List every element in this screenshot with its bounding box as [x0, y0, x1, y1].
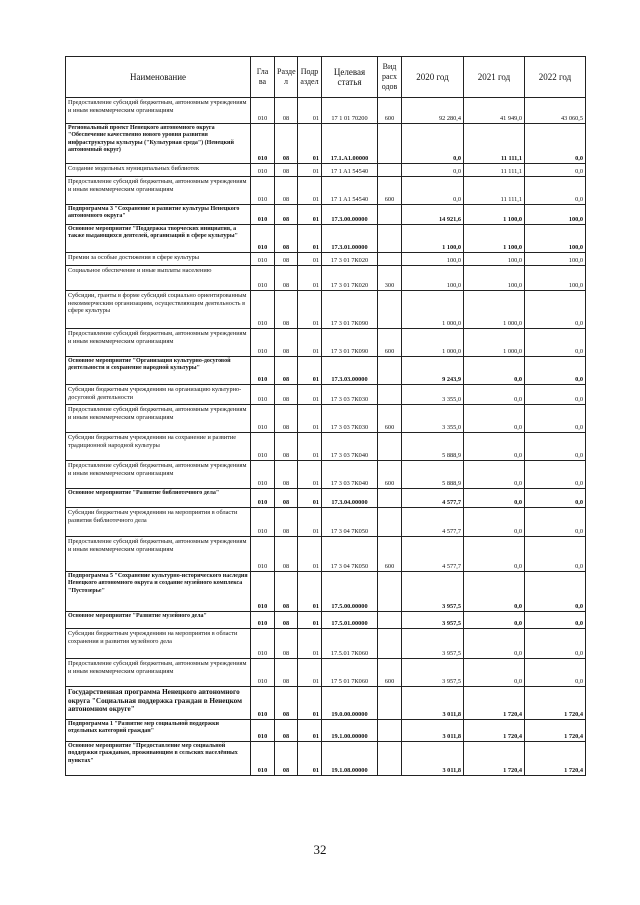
table-row: [66, 225, 586, 253]
table-cell-name: Предоставление субсидий бюджетным, автономным учреждениям и иным некоммерческим организациям: [66, 537, 251, 572]
table-cell-2021: 0,0: [464, 357, 525, 385]
table-cell-statya: 17.3.01.00000: [322, 225, 378, 253]
table-cell-2020: 9 243,9: [402, 357, 464, 385]
table-cell-podrazdel: 01: [298, 124, 322, 164]
table-cell-2021: 1 720,4: [464, 742, 525, 776]
table-cell-2020: 3 355,0: [402, 405, 464, 433]
table-cell-podrazdel: 01: [298, 742, 322, 776]
table-cell-podrazdel: 01: [298, 537, 322, 572]
table-cell-razdel: 08: [275, 433, 298, 461]
table-cell-statya: 19.0.00.00000: [322, 687, 378, 720]
table-row: [66, 742, 586, 776]
table-cell-glava: 010: [251, 720, 275, 742]
table-cell-glava: 010: [251, 124, 275, 164]
table-cell-2022: 0,0: [525, 357, 586, 385]
table-row: [66, 572, 586, 612]
table-cell-podrazdel: 01: [298, 461, 322, 489]
table-cell-2021: 1 000,0: [464, 329, 525, 357]
table-cell-glava: 010: [251, 572, 275, 612]
table-cell-2021: 0,0: [464, 433, 525, 461]
table-cell-razdel: 08: [275, 357, 298, 385]
table-cell-glava: 010: [251, 329, 275, 357]
table-row: [66, 98, 586, 124]
table-cell-glava: 010: [251, 405, 275, 433]
table-cell-2020: 14 921,6: [402, 205, 464, 225]
table-row: [66, 687, 586, 720]
table-cell-statya: 17.3.03.00000: [322, 357, 378, 385]
table-row: [66, 291, 586, 329]
table-cell-vid: [378, 629, 402, 659]
table-cell-statya: 17 3 04 7К050: [322, 508, 378, 537]
table-cell-2020: 3 957,5: [402, 659, 464, 687]
table-cell-2021: 1 720,4: [464, 687, 525, 720]
table-cell-razdel: 08: [275, 225, 298, 253]
table-cell-vid: [378, 687, 402, 720]
header-name: Наименование: [66, 57, 251, 98]
table-row: [66, 461, 586, 489]
table-cell-vid: 600: [378, 537, 402, 572]
table-cell-statya: 19.1.00.00000: [322, 720, 378, 742]
table-cell-2021: 1 720,4: [464, 720, 525, 742]
table-row: [66, 124, 586, 164]
table-cell-2022: 1 720,4: [525, 687, 586, 720]
table-cell-podrazdel: 01: [298, 659, 322, 687]
table-cell-razdel: 08: [275, 124, 298, 164]
table-cell-name: Региональный проект Ненецкого автономного округа "Обеспечение качественно нового уровня развития инфраструктуры культуры ("Культурная среда") (Ненецкий автономный округ): [66, 124, 251, 164]
header-razdel: Разде л: [275, 57, 298, 98]
header-2022: 2022 год: [525, 57, 586, 98]
table-cell-2022: 0,0: [525, 659, 586, 687]
table-cell-2022: 0,0: [525, 164, 586, 177]
budget-table: [65, 56, 586, 776]
table-cell-statya: 17 3 01 7К020: [322, 253, 378, 266]
table-cell-vid: 600: [378, 329, 402, 357]
table-cell-podrazdel: 01: [298, 329, 322, 357]
table-cell-2021: 0,0: [464, 612, 525, 629]
table-cell-2020: 1 000,0: [402, 291, 464, 329]
table-cell-2020: 5 888,9: [402, 433, 464, 461]
table-row: [66, 629, 586, 659]
table-cell-2022: 43 060,5: [525, 98, 586, 124]
table-body: [66, 98, 586, 776]
table-row: [66, 329, 586, 357]
table-cell-glava: 010: [251, 508, 275, 537]
table-cell-2021: 0,0: [464, 508, 525, 537]
header-statya: Целевая статья: [322, 57, 378, 98]
table-cell-2022: 100,0: [525, 266, 586, 291]
table-cell-2020: 3 957,5: [402, 629, 464, 659]
table-cell-name: Социальное обеспечение и иные выплаты населению: [66, 266, 251, 291]
table-cell-name: Субсидии бюджетным учреждениям на мероприятия в области развития библиотечного дела: [66, 508, 251, 537]
table-cell-vid: [378, 508, 402, 537]
table-row: [66, 659, 586, 687]
table-cell-name: Предоставление субсидий бюджетным, автономным учреждениям и иным некоммерческим организациям: [66, 177, 251, 205]
header-vid: Вид расх одов: [378, 57, 402, 98]
table-cell-razdel: 08: [275, 687, 298, 720]
table-cell-name: Предоставление субсидий бюджетным, автономным учреждениям и иным некоммерческим организациям: [66, 329, 251, 357]
table-cell-2020: 4 577,7: [402, 489, 464, 508]
table-cell-statya: 17 1 01 70200: [322, 98, 378, 124]
table-cell-name: Основное мероприятие "Развитие библиотечного дела": [66, 489, 251, 508]
table-cell-podrazdel: 01: [298, 253, 322, 266]
table-header-row: [66, 57, 586, 98]
table-cell-vid: [378, 572, 402, 612]
table-cell-name: Субсидии бюджетным учреждениям на организацию культурно-досуговой деятельности: [66, 385, 251, 405]
table-cell-podrazdel: 01: [298, 572, 322, 612]
table-cell-statya: 17 3 01 7К090: [322, 291, 378, 329]
table-cell-glava: 010: [251, 687, 275, 720]
header-podrazdel: Подр аздел: [298, 57, 322, 98]
header-glava: Гла ва: [251, 57, 275, 98]
table-cell-vid: [378, 164, 402, 177]
table-cell-statya: 17 3 01 7К020: [322, 266, 378, 291]
table-cell-glava: 010: [251, 225, 275, 253]
table-cell-glava: 010: [251, 266, 275, 291]
table-cell-name: Предоставление субсидий бюджетным, автономным учреждениям и иным некоммерческим организациям: [66, 461, 251, 489]
table-cell-vid: [378, 612, 402, 629]
table-cell-statya: 17 3 03 7К030: [322, 405, 378, 433]
table-cell-2022: 0,0: [525, 461, 586, 489]
table-cell-2020: 100,0: [402, 266, 464, 291]
table-cell-vid: [378, 357, 402, 385]
table-cell-2022: 0,0: [525, 629, 586, 659]
table-row: [66, 253, 586, 266]
table-cell-podrazdel: 01: [298, 612, 322, 629]
table-cell-name: Государственная программа Ненецкого автономного округа "Социальная поддержка граждан в Ненецком автономном округе": [66, 687, 251, 720]
table-row: [66, 266, 586, 291]
table-cell-razdel: 08: [275, 177, 298, 205]
table-cell-razdel: 08: [275, 612, 298, 629]
table-cell-razdel: 08: [275, 405, 298, 433]
table-cell-razdel: 08: [275, 291, 298, 329]
table-cell-name: Субсидии бюджетным учреждениям на сохранение и развитие традиционной народной культуры: [66, 433, 251, 461]
table-cell-podrazdel: 01: [298, 385, 322, 405]
table-cell-name: Основное мероприятие "Развитие музейного дела": [66, 612, 251, 629]
table-cell-2020: 3 011,8: [402, 687, 464, 720]
table-cell-podrazdel: 01: [298, 177, 322, 205]
table-row: [66, 489, 586, 508]
table-cell-2021: 1 000,0: [464, 291, 525, 329]
table-cell-razdel: 08: [275, 329, 298, 357]
table-cell-2021: 0,0: [464, 405, 525, 433]
table-cell-2022: 0,0: [525, 433, 586, 461]
table-cell-podrazdel: 01: [298, 98, 322, 124]
table-cell-razdel: 08: [275, 572, 298, 612]
table-cell-vid: [378, 253, 402, 266]
table-cell-glava: 010: [251, 742, 275, 776]
table-cell-vid: 600: [378, 405, 402, 433]
table-cell-2022: 100,0: [525, 225, 586, 253]
table-cell-2021: 0,0: [464, 489, 525, 508]
table-cell-podrazdel: 01: [298, 291, 322, 329]
table-cell-podrazdel: 01: [298, 629, 322, 659]
table-cell-2022: 1 720,4: [525, 742, 586, 776]
table-cell-glava: 010: [251, 291, 275, 329]
table-cell-2020: 3 355,0: [402, 385, 464, 405]
table-cell-2021: 0,0: [464, 629, 525, 659]
table-cell-statya: 17.1.A1.00000: [322, 124, 378, 164]
table-cell-name: Подпрограмма 5 "Сохранение культурно-исторического наследия Ненецкого автономного округа и создание музейного комплекса "Пустозерье": [66, 572, 251, 612]
header-2020: 2020 год: [402, 57, 464, 98]
table-cell-2020: 1 100,0: [402, 225, 464, 253]
table-cell-2020: 92 280,4: [402, 98, 464, 124]
table-cell-podrazdel: 01: [298, 164, 322, 177]
table-cell-2022: 0,0: [525, 572, 586, 612]
table-cell-razdel: 08: [275, 489, 298, 508]
table-cell-2022: 0,0: [525, 329, 586, 357]
table-cell-vid: 600: [378, 461, 402, 489]
table-cell-statya: 17 3 04 7К050: [322, 537, 378, 572]
table-row: [66, 720, 586, 742]
table-cell-glava: 010: [251, 433, 275, 461]
table-cell-vid: [378, 433, 402, 461]
table-cell-statya: 17.3.04.00000: [322, 489, 378, 508]
table-cell-razdel: 08: [275, 537, 298, 572]
table-cell-glava: 010: [251, 659, 275, 687]
table-cell-2022: 0,0: [525, 612, 586, 629]
table-cell-name: Премии за особые достижения в сфере культуры: [66, 253, 251, 266]
table-cell-statya: 17 5 01 7К060: [322, 659, 378, 687]
table-cell-vid: 600: [378, 177, 402, 205]
table-row: [66, 537, 586, 572]
table-cell-statya: 17 1 A1 54540: [322, 164, 378, 177]
table-cell-razdel: 08: [275, 253, 298, 266]
table-cell-glava: 010: [251, 177, 275, 205]
table-cell-2022: 0,0: [525, 291, 586, 329]
page-number: 32: [313, 842, 327, 857]
table-cell-vid: [378, 291, 402, 329]
table-cell-podrazdel: 01: [298, 205, 322, 225]
table-cell-glava: 010: [251, 205, 275, 225]
table-cell-2022: 0,0: [525, 124, 586, 164]
table-cell-2021: 11 111,1: [464, 164, 525, 177]
table-cell-glava: 010: [251, 253, 275, 266]
table-cell-2021: 100,0: [464, 253, 525, 266]
table-cell-vid: 600: [378, 98, 402, 124]
table-cell-2020: 3 957,5: [402, 612, 464, 629]
table-cell-statya: 17.5.00.00000: [322, 572, 378, 612]
table-row: [66, 405, 586, 433]
table-cell-name: Субсидии бюджетным учреждениям на мероприятия в области сохранения и развития музейного дела: [66, 629, 251, 659]
table-cell-glava: 010: [251, 629, 275, 659]
table-cell-razdel: 08: [275, 720, 298, 742]
table-cell-name: Предоставление субсидий бюджетным, автономным учреждениям и иным некоммерческим организациям: [66, 405, 251, 433]
table-cell-2022: 0,0: [525, 385, 586, 405]
table-cell-statya: 17 3 03 7К040: [322, 433, 378, 461]
table-cell-razdel: 08: [275, 461, 298, 489]
table-cell-name: Создание модельных муниципальных библиотек: [66, 164, 251, 177]
table-cell-2020: 4 577,7: [402, 508, 464, 537]
table-cell-podrazdel: 01: [298, 508, 322, 537]
table-cell-podrazdel: 01: [298, 266, 322, 291]
table-cell-statya: 17 1 A1 54540: [322, 177, 378, 205]
table-cell-glava: 010: [251, 537, 275, 572]
table-cell-2020: 3 011,8: [402, 742, 464, 776]
table-cell-statya: 17 3 01 7К090: [322, 329, 378, 357]
table-cell-2021: 1 100,0: [464, 225, 525, 253]
table-cell-2022: 0,0: [525, 508, 586, 537]
table-cell-2020: 5 888,9: [402, 461, 464, 489]
table-cell-glava: 010: [251, 98, 275, 124]
table-cell-name: Основное мероприятие "Организация культурно-досуговой деятельности и сохранение народной культуры": [66, 357, 251, 385]
table-cell-glava: 010: [251, 164, 275, 177]
table-cell-2021: 0,0: [464, 385, 525, 405]
table-cell-podrazdel: 01: [298, 489, 322, 508]
table-row: [66, 177, 586, 205]
table-cell-name: Подпрограмма 3 "Сохранение и развитие культуры Ненецкого автономного округа": [66, 205, 251, 225]
table-cell-2021: 11 111,1: [464, 124, 525, 164]
table-row: [66, 205, 586, 225]
table-cell-statya: 17.5.01 7К060: [322, 629, 378, 659]
table-cell-vid: [378, 489, 402, 508]
table-cell-name: Предоставление субсидий бюджетным, автономным учреждениям и иным некоммерческим организациям: [66, 98, 251, 124]
table-cell-vid: [378, 742, 402, 776]
table-cell-2022: 0,0: [525, 405, 586, 433]
table-cell-glava: 010: [251, 612, 275, 629]
table-cell-glava: 010: [251, 489, 275, 508]
table-cell-2021: 41 949,0: [464, 98, 525, 124]
table-cell-glava: 010: [251, 357, 275, 385]
budget-table-page: [65, 56, 585, 776]
table-row: [66, 385, 586, 405]
table-cell-2021: 1 100,0: [464, 205, 525, 225]
table-cell-2021: 100,0: [464, 266, 525, 291]
table-cell-vid: [378, 385, 402, 405]
table-cell-podrazdel: 01: [298, 720, 322, 742]
table-row: [66, 612, 586, 629]
table-cell-vid: [378, 205, 402, 225]
table-cell-podrazdel: 01: [298, 433, 322, 461]
table-cell-vid: [378, 124, 402, 164]
table-cell-statya: 17 3 03 7К030: [322, 385, 378, 405]
table-cell-name: Основное мероприятие "Предоставление мер социальной поддержки гражданам, проживающим в сельских населённых пунктах": [66, 742, 251, 776]
table-cell-2020: 3 957,5: [402, 572, 464, 612]
table-cell-razdel: 08: [275, 164, 298, 177]
table-cell-glava: 010: [251, 385, 275, 405]
table-cell-statya: 17.5.01.00000: [322, 612, 378, 629]
table-cell-razdel: 08: [275, 205, 298, 225]
table-cell-razdel: 08: [275, 98, 298, 124]
table-cell-2021: 11 111,1: [464, 177, 525, 205]
table-cell-2022: 100,0: [525, 253, 586, 266]
table-cell-2021: 0,0: [464, 537, 525, 572]
table-cell-2020: 100,0: [402, 253, 464, 266]
table-cell-name: Субсидии, гранты в форме субсидий социально ориентированным некоммерческим организациям, осуществляющим деятельность в сфере культуры: [66, 291, 251, 329]
header-2021: 2021 год: [464, 57, 525, 98]
table-cell-2020: 1 000,0: [402, 329, 464, 357]
table-cell-razdel: 08: [275, 508, 298, 537]
table-cell-statya: 17.3.00.00000: [322, 205, 378, 225]
table-cell-podrazdel: 01: [298, 225, 322, 253]
table-cell-podrazdel: 01: [298, 357, 322, 385]
table-cell-razdel: 08: [275, 266, 298, 291]
table-cell-2020: 0,0: [402, 164, 464, 177]
table-cell-2022: 0,0: [525, 177, 586, 205]
table-cell-vid: 600: [378, 659, 402, 687]
table-cell-name: Подпрограмма 1 "Развитие мер социальной поддержки отдельных категорий граждан": [66, 720, 251, 742]
table-cell-name: Предоставление субсидий бюджетным, автономным учреждениям и иным некоммерческим организациям: [66, 659, 251, 687]
table-cell-vid: [378, 225, 402, 253]
table-cell-podrazdel: 01: [298, 687, 322, 720]
table-cell-razdel: 08: [275, 629, 298, 659]
table-cell-2022: 100,0: [525, 205, 586, 225]
table-cell-2022: 1 720,4: [525, 720, 586, 742]
table-cell-glava: 010: [251, 461, 275, 489]
table-cell-2020: 3 011,8: [402, 720, 464, 742]
table-cell-2021: 0,0: [464, 572, 525, 612]
table-cell-podrazdel: 01: [298, 405, 322, 433]
table-cell-vid: 300: [378, 266, 402, 291]
table-cell-2021: 0,0: [464, 461, 525, 489]
table-cell-2020: 4 577,7: [402, 537, 464, 572]
table-row: [66, 164, 586, 177]
table-cell-vid: [378, 720, 402, 742]
table-cell-2020: 0,0: [402, 124, 464, 164]
table-row: [66, 508, 586, 537]
table-cell-statya: 19.1.08.00000: [322, 742, 378, 776]
table-cell-2020: 0,0: [402, 177, 464, 205]
table-cell-razdel: 08: [275, 742, 298, 776]
table-cell-statya: 17 3 03 7К040: [322, 461, 378, 489]
table-cell-2022: 0,0: [525, 489, 586, 508]
table-cell-razdel: 08: [275, 385, 298, 405]
table-cell-name: Основное мероприятие "Поддержка творческих инициатив, а также выдающихся деятелей, организаций в сфере культуры": [66, 225, 251, 253]
table-cell-2022: 0,0: [525, 537, 586, 572]
table-row: [66, 357, 586, 385]
table-row: [66, 433, 586, 461]
table-cell-2021: 0,0: [464, 659, 525, 687]
table-cell-razdel: 08: [275, 659, 298, 687]
